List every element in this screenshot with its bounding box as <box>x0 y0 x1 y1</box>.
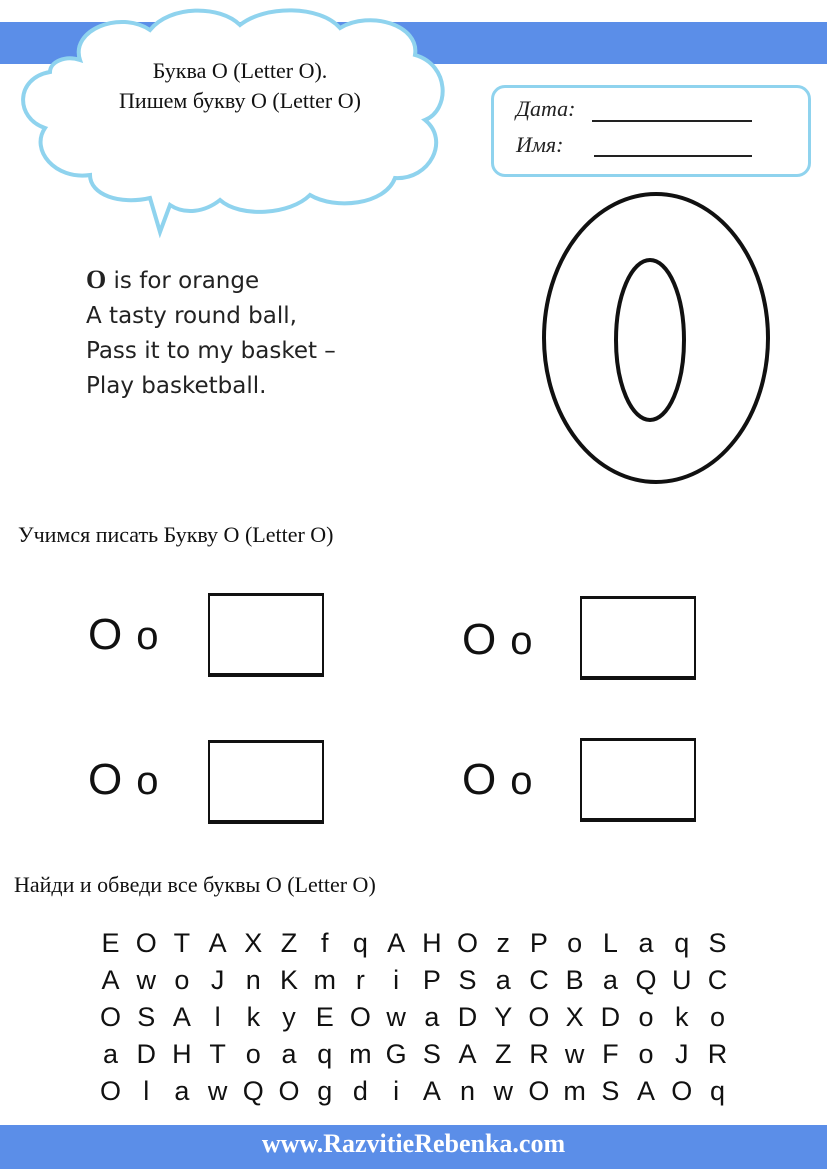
letter-cell[interactable]: a <box>602 965 618 995</box>
letter-cell[interactable]: X <box>565 1002 584 1032</box>
date-label: Дата: <box>516 96 576 121</box>
letter-cell[interactable]: A <box>101 965 120 995</box>
letter-cell[interactable]: C <box>707 965 728 995</box>
writing-box-3[interactable] <box>208 740 324 824</box>
letter-cell[interactable]: A <box>458 1039 477 1069</box>
letter-cell[interactable]: P <box>529 928 548 958</box>
lower-letter: o <box>510 619 533 663</box>
letter-cell[interactable]: D <box>600 1002 621 1032</box>
letter-cell[interactable]: o <box>709 1002 725 1032</box>
poem-line-1 <box>86 262 336 299</box>
letter-cell[interactable]: O <box>671 1076 693 1106</box>
big-letter-o <box>540 190 772 486</box>
letter-cell[interactable]: o <box>174 965 190 995</box>
practice-pair-3 <box>88 755 158 805</box>
letter-cell[interactable]: z <box>496 928 510 958</box>
letter-cell[interactable]: w <box>207 1076 228 1106</box>
letter-cell[interactable]: S <box>458 965 477 995</box>
letter-cell[interactable]: a <box>638 928 654 958</box>
letter-cell[interactable]: m <box>563 1076 586 1106</box>
letter-row <box>94 928 734 965</box>
letter-cell[interactable]: l <box>143 1076 150 1106</box>
letter-cell[interactable]: q <box>674 928 690 958</box>
letter-cell[interactable]: m <box>349 1039 372 1069</box>
letter-cell[interactable]: U <box>672 965 692 995</box>
letter-cell[interactable]: a <box>495 965 511 995</box>
letter-cell[interactable]: H <box>172 1039 192 1069</box>
poem-line-3: Pass it to my basket – <box>86 338 336 364</box>
letter-row <box>94 1039 734 1076</box>
letter-cell[interactable]: C <box>529 965 549 995</box>
cloud-outline <box>23 10 443 232</box>
letter-cell[interactable]: D <box>457 1002 478 1032</box>
letter-row <box>94 1076 734 1113</box>
letter-cell[interactable]: F <box>602 1039 619 1069</box>
letter-cell[interactable]: E <box>315 1002 334 1032</box>
title-line-1: Буква О (Letter O). <box>152 58 328 83</box>
letter-cell[interactable]: A <box>208 928 227 958</box>
letter-cell[interactable]: H <box>422 928 442 958</box>
letter-cell[interactable]: R <box>529 1039 549 1069</box>
poem-line-1-text: is for orange <box>106 268 260 294</box>
writing-box-1[interactable] <box>208 593 324 677</box>
letter-cell[interactable]: i <box>393 1076 400 1106</box>
letter-cell[interactable]: P <box>422 965 441 995</box>
letter-cell[interactable]: Z <box>280 928 298 958</box>
letter-cell[interactable]: o <box>638 1039 654 1069</box>
letter-cell[interactable]: y <box>282 1002 296 1032</box>
speech-cloud <box>10 0 450 240</box>
name-field[interactable] <box>594 155 752 157</box>
letter-cell[interactable]: L <box>602 928 618 958</box>
letter-cell[interactable]: Z <box>494 1039 512 1069</box>
letter-cell[interactable]: T <box>209 1039 226 1069</box>
date-field[interactable] <box>592 120 752 122</box>
letter-cell[interactable]: T <box>173 928 191 958</box>
info-box <box>491 85 811 177</box>
lower-letter: o <box>136 614 159 658</box>
letter-cell[interactable]: l <box>214 1002 221 1032</box>
poem-line-2: A tasty round ball, <box>86 303 297 329</box>
practice-pair-1 <box>88 610 158 660</box>
letter-cell[interactable]: a <box>174 1076 190 1106</box>
letter-cell[interactable]: f <box>320 928 329 958</box>
letter-cell[interactable]: g <box>317 1076 333 1106</box>
practice-pair-2 <box>462 615 532 665</box>
letter-cell[interactable]: w <box>386 1002 406 1032</box>
letter-cell[interactable]: m <box>313 965 336 995</box>
letter-cell[interactable]: n <box>460 1076 476 1106</box>
letter-row <box>94 1002 734 1039</box>
letter-row <box>94 965 734 1002</box>
poem-lead-letter: O <box>86 265 107 294</box>
letter-cell[interactable]: B <box>565 965 584 995</box>
letter-cell[interactable]: J <box>675 1039 689 1069</box>
letter-cell[interactable]: S <box>601 1076 620 1106</box>
letter-cell[interactable]: o <box>638 1002 654 1032</box>
letter-cell[interactable]: D <box>136 1039 156 1069</box>
letter-grid <box>94 928 734 1113</box>
letter-cell[interactable]: k <box>246 1002 261 1032</box>
letter-cell[interactable]: q <box>352 928 368 958</box>
letter-cell[interactable]: O <box>135 928 157 958</box>
letter-cell[interactable]: J <box>210 965 225 995</box>
letter-cell[interactable]: Q <box>242 1076 264 1106</box>
letter-cell[interactable]: A <box>387 928 406 958</box>
letter-cell[interactable]: a <box>102 1039 119 1069</box>
letter-cell[interactable]: O <box>99 1002 121 1032</box>
letter-cell[interactable]: S <box>137 1002 156 1032</box>
letter-cell[interactable]: O <box>528 1002 550 1032</box>
letter-cell[interactable]: n <box>245 965 261 995</box>
letter-cell[interactable]: O <box>278 1076 300 1106</box>
letter-cell[interactable]: G <box>385 1039 407 1069</box>
letter-cell[interactable]: q <box>317 1039 333 1069</box>
page-title <box>50 56 430 116</box>
letter-cell[interactable]: w <box>136 965 156 995</box>
letter-cell[interactable]: A <box>637 1076 656 1106</box>
letter-cell[interactable]: O <box>528 1076 550 1106</box>
lower-letter: o <box>136 759 159 803</box>
upper-letter: O <box>462 755 497 804</box>
practice-pair-4 <box>462 755 532 805</box>
letter-cell[interactable]: q <box>709 1076 725 1106</box>
upper-letter: O <box>88 610 123 659</box>
letter-cell[interactable]: O <box>349 1002 371 1032</box>
title-line-2: Пишем букву О (Letter O) <box>119 88 361 113</box>
writing-box-4[interactable] <box>580 738 696 822</box>
letter-cell[interactable]: a <box>424 1002 440 1032</box>
letter-cell[interactable]: r <box>355 965 365 995</box>
upper-letter: O <box>88 755 123 804</box>
letter-cell[interactable]: a <box>281 1039 297 1069</box>
letter-cell[interactable]: Y <box>494 1002 513 1032</box>
letter-cell[interactable]: i <box>393 965 400 995</box>
writing-box-2[interactable] <box>580 596 696 680</box>
letter-cell[interactable]: Q <box>635 965 657 995</box>
letter-cell[interactable]: o <box>245 1039 261 1069</box>
letter-cell[interactable]: A <box>172 1002 191 1032</box>
upper-letter: O <box>462 615 497 664</box>
letter-cell[interactable]: d <box>352 1076 368 1106</box>
practice-title: Учимся писать Букву О (Letter O) <box>18 522 334 547</box>
letter-cell[interactable]: O <box>457 928 479 958</box>
letter-cell[interactable]: w <box>564 1039 585 1069</box>
letter-cell[interactable]: A <box>422 1076 441 1106</box>
letter-cell[interactable]: O <box>99 1076 121 1106</box>
letter-cell[interactable]: k <box>675 1002 689 1032</box>
find-title: Найди и обведи все буквы О (Letter O) <box>14 872 376 897</box>
lower-letter: o <box>510 759 533 803</box>
letter-cell[interactable]: K <box>280 965 299 995</box>
letter-cell[interactable]: R <box>707 1039 728 1069</box>
name-label: Имя: <box>516 132 564 157</box>
letter-cell[interactable]: E <box>101 928 120 958</box>
letter-cell[interactable]: w <box>493 1076 513 1106</box>
letter-cell[interactable]: S <box>422 1039 441 1069</box>
poem-line-4: Play basketball. <box>86 373 267 399</box>
letter-cell[interactable]: o <box>567 928 583 958</box>
footer-url[interactable]: www.RazvitieRebenka.com <box>261 1129 566 1158</box>
letter-cell[interactable]: S <box>708 928 727 958</box>
poem <box>86 262 336 404</box>
letter-cell[interactable]: X <box>244 928 263 958</box>
